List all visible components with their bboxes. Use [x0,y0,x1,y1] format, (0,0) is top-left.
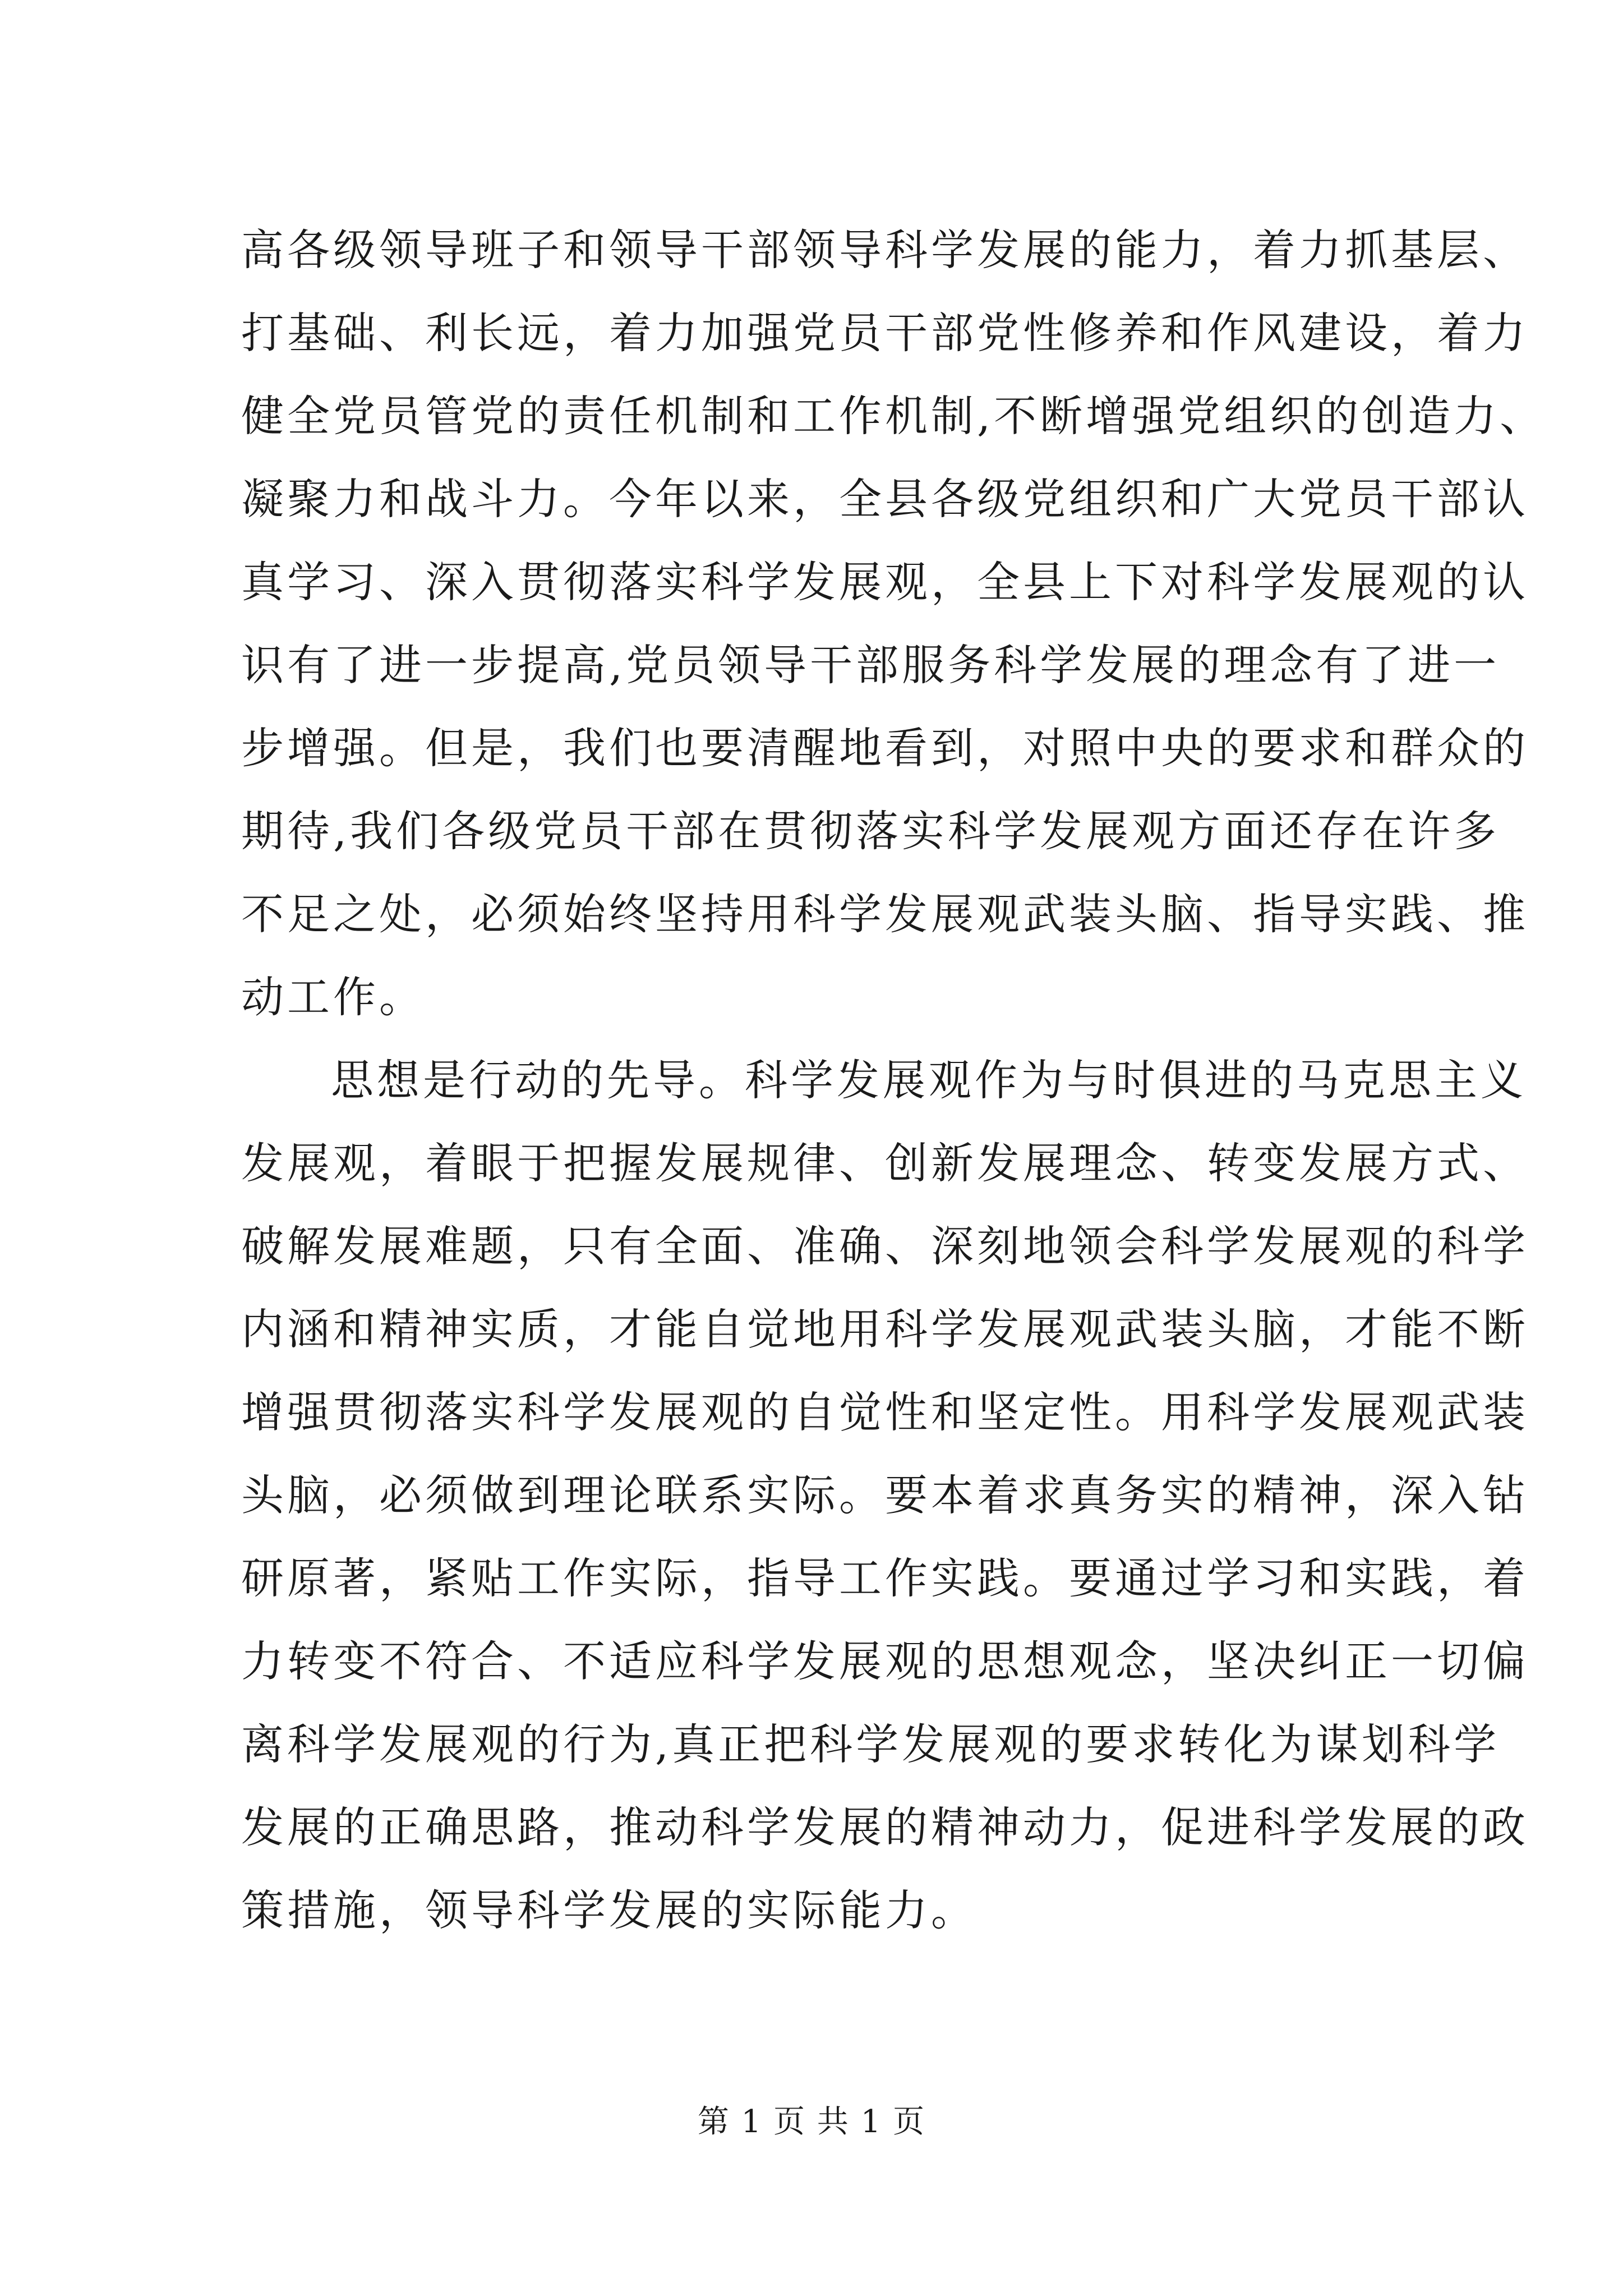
text-line: 发展观，着眼于把握发展规律、创新发展理念、转变发展方式、 [241,1138,1529,1188]
page-footer [0,2097,1623,2142]
text-line: 内涵和精神实质，才能自觉地用科学发展观武装头脑，才能不断 [241,1304,1529,1354]
text-line: 动工作。 [241,972,425,1022]
text-line: 高各级领导班子和领导干部领导科学发展的能力，着力抓基层、 [241,225,1529,275]
text-line: 健全党员管党的责任机制和工作机制,不断增强党组织的创造力、 [241,391,1546,441]
text-line: 发展的正确思路，推动科学发展的精神动力，促进科学发展的政 [241,1802,1529,1852]
text-line: 真学习、深入贯彻落实科学发展观，全县上下对科学发展观的认 [241,557,1529,607]
paragraph-2 [241,1039,1529,1952]
document-body [241,209,1546,1952]
text-line: 增强贯彻落实科学发展观的自觉性和坚定性。用科学发展观武装 [241,1387,1529,1437]
paragraph-1 [241,209,1546,1039]
text-line: 研原著，紧贴工作实际，指导工作实践。要通过学习和实践，着 [241,1553,1529,1603]
text-line: 凝聚力和战斗力。今年以来，全县各级党组织和广大党员干部认 [241,474,1529,524]
text-line: 头脑，必须做到理论联系实际。要本着求真务实的精神，深入钻 [241,1470,1529,1520]
text-line: 识有了进一步提高,党员领导干部服务科学发展的理念有了进一 [241,640,1500,690]
text-line: 步增强。但是，我们也要清醒地看到，对照中央的要求和群众的 [241,723,1529,773]
page-number-label: 第 1 页 共 1 页 [697,2104,926,2140]
text-line: 破解发展难题，只有全面、准确、深刻地领会科学发展观的科学 [241,1221,1529,1271]
text-line: 思想是行动的先导。科学发展观作为与时俱进的马克思主义 [331,1055,1527,1105]
text-line: 离科学发展观的行为,真正把科学发展观的要求转化为谋划科学 [241,1719,1500,1769]
text-line: 策措施，领导科学发展的实际能力。 [241,1885,977,1935]
text-line: 不足之处，必须始终坚持用科学发展观武装头脑、指导实践、推 [241,889,1529,939]
text-line: 力转变不符合、不适应科学发展观的思想观念，坚决纠正一切偏 [241,1636,1529,1686]
text-line: 期待,我们各级党员干部在贯彻落实科学发展观方面还存在许多 [241,806,1500,856]
text-line: 打基础、利长远，着力加强党员干部党性修养和作风建设，着力 [241,308,1529,358]
